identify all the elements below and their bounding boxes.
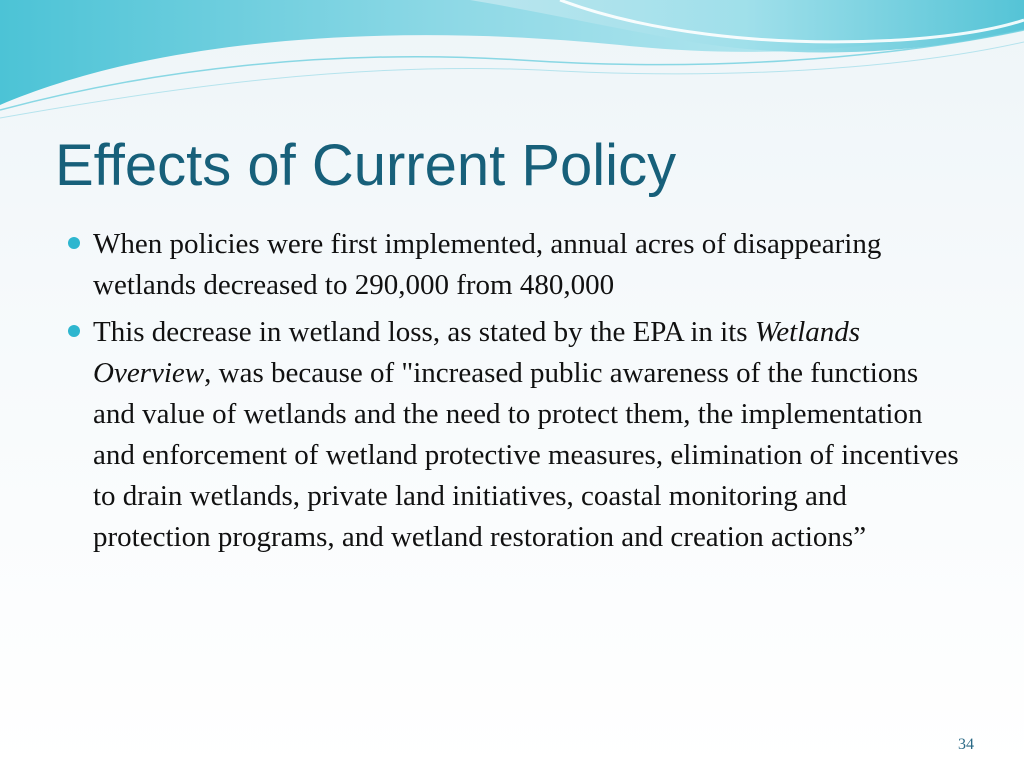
bullet-text-after: , was because of "increased public awareness of the functions and value of wetlands and the need to protect them, the implementation and enforcement of wetland protective measures, elimination of incentives to drain wetlands, private land initiatives, coastal monitoring and protection programs, and wetland restoration and creation actions”: [93, 357, 959, 553]
slide-title: Effects of Current Policy: [55, 133, 677, 198]
bullet-text-before: This decrease in wetland loss, as stated by the EPA in its: [93, 316, 755, 348]
header-wave-decoration: [0, 0, 1024, 130]
bullet-text: When policies were first implemented, annual acres of disappearing wetlands decreased to 290,000 from 480,000: [93, 228, 882, 301]
bullet-item: [60, 224, 960, 306]
bullet-dot-icon: [68, 325, 80, 337]
page-number: 34: [958, 736, 974, 753]
bullet-italic-source: Wetlands Overview: [93, 316, 861, 389]
bullet-list: [60, 224, 960, 564]
bullet-dot-icon: [68, 237, 80, 249]
bullet-item: [60, 312, 960, 558]
